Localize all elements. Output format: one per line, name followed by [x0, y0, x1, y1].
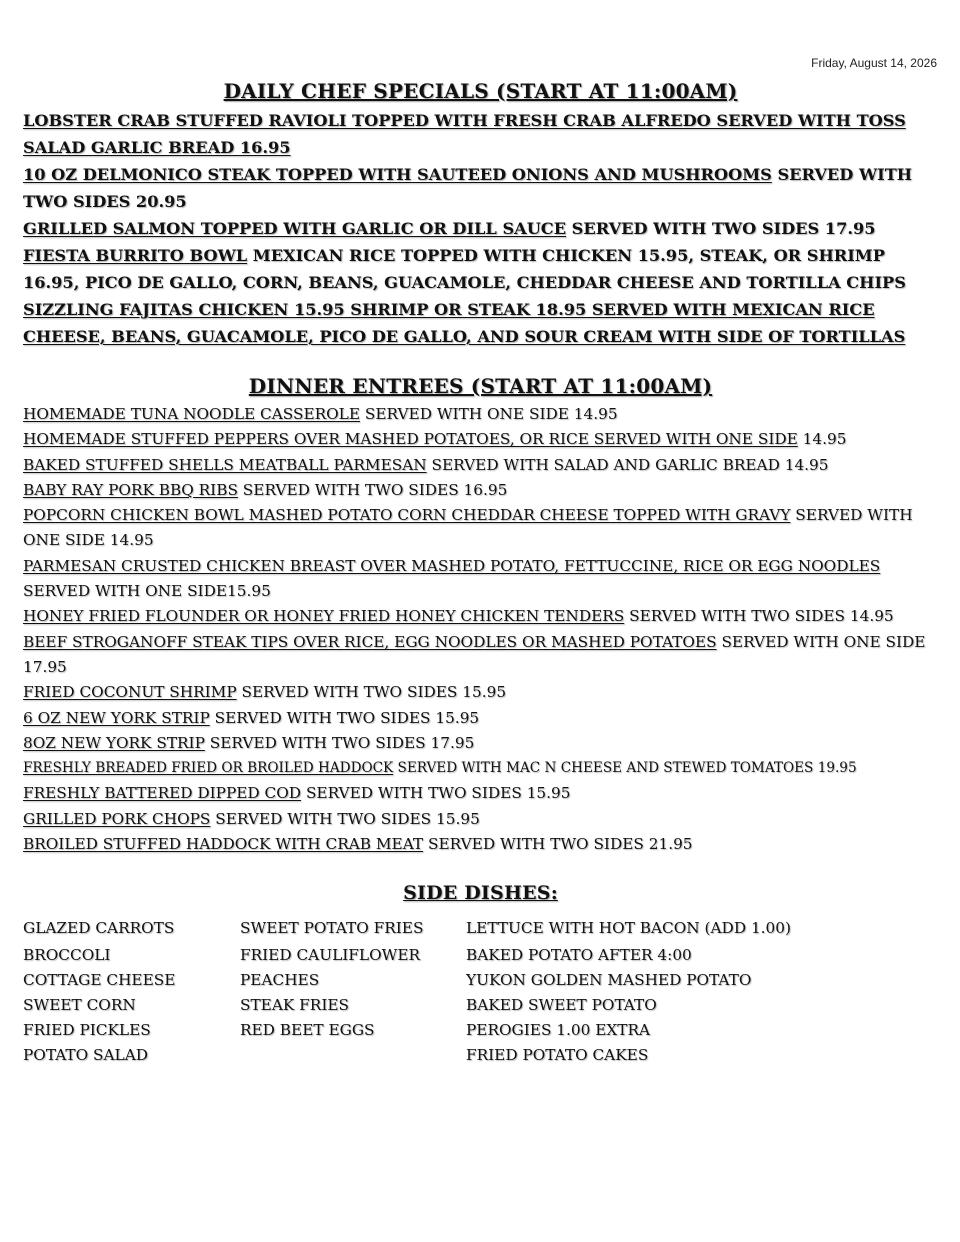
entree-item-name: PARMESAN CRUSTED CHICKEN BREAST OVER MASHED POTATO, FETTUCCINE, RICE OR EGG NOODLES: [23, 556, 881, 575]
entree-item-name: GRILLED PORK CHOPS: [23, 809, 211, 828]
entree-item-details: SERVED WITH SALAD AND GARLIC BREAD 14.95: [426, 455, 829, 474]
side-dish: POTATO SALAD: [23, 1046, 149, 1065]
side-dish: YUKON GOLDEN MASHED POTATO: [466, 971, 752, 990]
entree-item-details: SERVED WITH TWO SIDES 14.95: [624, 607, 894, 626]
special-item: [23, 296, 938, 350]
side-dish: RED BEET EGGS: [240, 1021, 375, 1040]
entree-item-name: HOMEMADE STUFFED PEPPERS OVER MASHED POTATOES, OR RICE SERVED WITH ONE SIDE: [23, 430, 798, 449]
entree-item-name: FRESHLY BATTERED DIPPED COD: [23, 784, 302, 803]
special-item-details: SERVED WITH TWO SIDES 17.95: [566, 219, 876, 238]
side-dish: BROCCOLI: [23, 946, 111, 965]
side-dish: BAKED POTATO AFTER 4:00: [466, 946, 692, 965]
entree-item: [23, 706, 938, 731]
entree-item-name: 6 OZ NEW YORK STRIP: [23, 708, 210, 727]
entree-item: [23, 832, 938, 857]
entree-item-name: BAKED STUFFED SHELLS MEATBALL PARMESAN: [23, 455, 427, 474]
sides-heading: SIDE DISHES:: [403, 882, 558, 905]
side-dish: SWEET POTATO FRIES: [240, 919, 424, 938]
side-dish: GLAZED CARROTS: [23, 919, 175, 938]
entree-item: [23, 402, 938, 427]
specials-list: [23, 107, 938, 350]
special-item-name: SIZZLING FAJITAS CHICKEN 15.95 SHRIMP OR STEAK 18.95 SERVED WITH MEXICAN RICE CHEESE, BEANS, GUACAMOLE, PICO DE GALLO, AND SOUR CREAM WITH SIDE OF TORTILLAS: [23, 300, 906, 346]
dinner-heading: DINNER ENTREES (START AT 11:00AM): [248, 374, 713, 398]
entree-item-details: SERVED WITH TWO SIDES 16.95: [237, 480, 508, 499]
entree-item: [23, 756, 938, 781]
entree-item-details: SERVED WITH ONE SIDE 14.95: [360, 405, 618, 423]
entree-item-details: SERVED WITH TWO SIDES 17.95: [204, 733, 475, 752]
menu-page: [23, 76, 938, 1068]
entree-item: [23, 453, 938, 478]
special-item: [23, 242, 938, 296]
entree-item-name: 8OZ NEW YORK STRIP: [23, 733, 205, 752]
entree-item-details: SERVED WITH ONE SIDE 14.95: [23, 506, 913, 550]
side-dish: PEACHES: [240, 971, 320, 990]
entree-item-name: BABY RAY PORK BBQ RIBS: [23, 480, 238, 499]
special-item: [23, 215, 938, 242]
special-item-name: 10 OZ DELMONICO STEAK TOPPED WITH SAUTEED ONIONS AND MUSHROOMS: [23, 165, 772, 184]
side-dish: PEROGIES 1.00 EXTRA: [466, 1021, 651, 1040]
entree-item: [23, 427, 938, 452]
side-dishes-column: [240, 916, 466, 1068]
special-item-details: MEXICAN RICE TOPPED WITH CHICKEN 15.95, STEAK, OR SHRIMP 16.95, PICO DE GALLO, CORN, BEANS, GUACAMOLE, CHEDDAR CHEESE AND TORTILLA CHIPS: [23, 246, 906, 292]
entree-item-name: FRESHLY BREADED FRIED OR BROILED HADDOCK: [23, 760, 394, 777]
entree-item: [23, 731, 938, 756]
specials-heading: DAILY CHEF SPECIALS (START AT 11:00AM): [223, 79, 738, 103]
sides-grid: [23, 916, 938, 1068]
side-dish: FRIED PICKLES: [23, 1021, 151, 1040]
entree-item-name: BROILED STUFFED HADDOCK WITH CRAB MEAT: [23, 835, 424, 854]
special-item-name: FIESTA BURRITO BOWL: [23, 246, 248, 265]
entree-item-details: 14.95: [797, 430, 847, 449]
entree-item: [23, 554, 938, 605]
entree-item-details: SERVED WITH TWO SIDES 21.95: [423, 835, 693, 854]
special-item-name: LOBSTER CRAB STUFFED RAVIOLI TOPPED WITH FRESH CRAB ALFREDO SERVED WITH TOSS SALAD GARLIC BREAD 16.95: [23, 111, 906, 157]
entree-item-details: SERVED WITH ONE SIDE15.95: [23, 582, 271, 601]
special-item: [23, 161, 938, 215]
entree-item-name: POPCORN CHICKEN BOWL MASHED POTATO CORN CHEDDAR CHEESE TOPPED WITH GRAVY: [23, 506, 791, 525]
entree-item-name: HONEY FRIED FLOUNDER OR HONEY FRIED HONEY CHICKEN TENDERS: [23, 607, 625, 626]
side-dish: FRIED CAULIFLOWER: [240, 946, 421, 965]
entree-item-name: BEEF STROGANOFF STEAK TIPS OVER RICE, EGG NOODLES OR MASHED POTATOES: [23, 632, 717, 651]
entree-item-name: FRIED COCONUT SHRIMP: [23, 683, 237, 702]
entree-item-details: SERVED WITH TWO SIDES 15.95: [210, 809, 480, 828]
entree-item: [23, 680, 938, 705]
side-dish: STEAK FRIES: [240, 996, 350, 1015]
entree-item: [23, 781, 938, 806]
entree-item-name: HOMEMADE TUNA NOODLE CASSEROLE: [23, 405, 361, 423]
entree-item-details: SERVED WITH MAC N CHEESE AND STEWED TOMATOES 19.95: [393, 760, 857, 777]
side-dish: LETTUCE WITH HOT BACON (ADD 1.00): [466, 919, 791, 938]
side-dish: FRIED POTATO CAKES: [466, 1046, 649, 1065]
entree-item-details: SERVED WITH ONE SIDE 17.95: [23, 632, 926, 676]
entree-item: [23, 478, 938, 503]
side-dishes-column: [466, 916, 926, 1068]
special-item-details: SERVED WITH TWO SIDES 20.95: [23, 165, 913, 211]
side-dish: COTTAGE CHEESE: [23, 971, 176, 990]
entree-item-details: SERVED WITH TWO SIDES 15.95: [301, 784, 571, 803]
entree-item: [23, 503, 938, 554]
side-dish: SWEET CORN: [23, 996, 136, 1015]
side-dishes-column: [23, 916, 240, 1068]
special-item-name: GRILLED SALMON TOPPED WITH GARLIC OR DILL SAUCE: [23, 219, 567, 238]
side-dish: BAKED SWEET POTATO: [466, 996, 657, 1015]
entree-item-details: SERVED WITH TWO SIDES 15.95: [209, 708, 480, 727]
special-item: [23, 107, 938, 161]
entree-item-details: SERVED WITH TWO SIDES 15.95: [236, 683, 507, 702]
entrees-list: [23, 402, 938, 857]
entree-item: [23, 604, 938, 629]
print-date: Friday, August 14, 2026: [811, 56, 937, 70]
entree-item: [23, 807, 938, 832]
entree-item: [23, 630, 938, 681]
